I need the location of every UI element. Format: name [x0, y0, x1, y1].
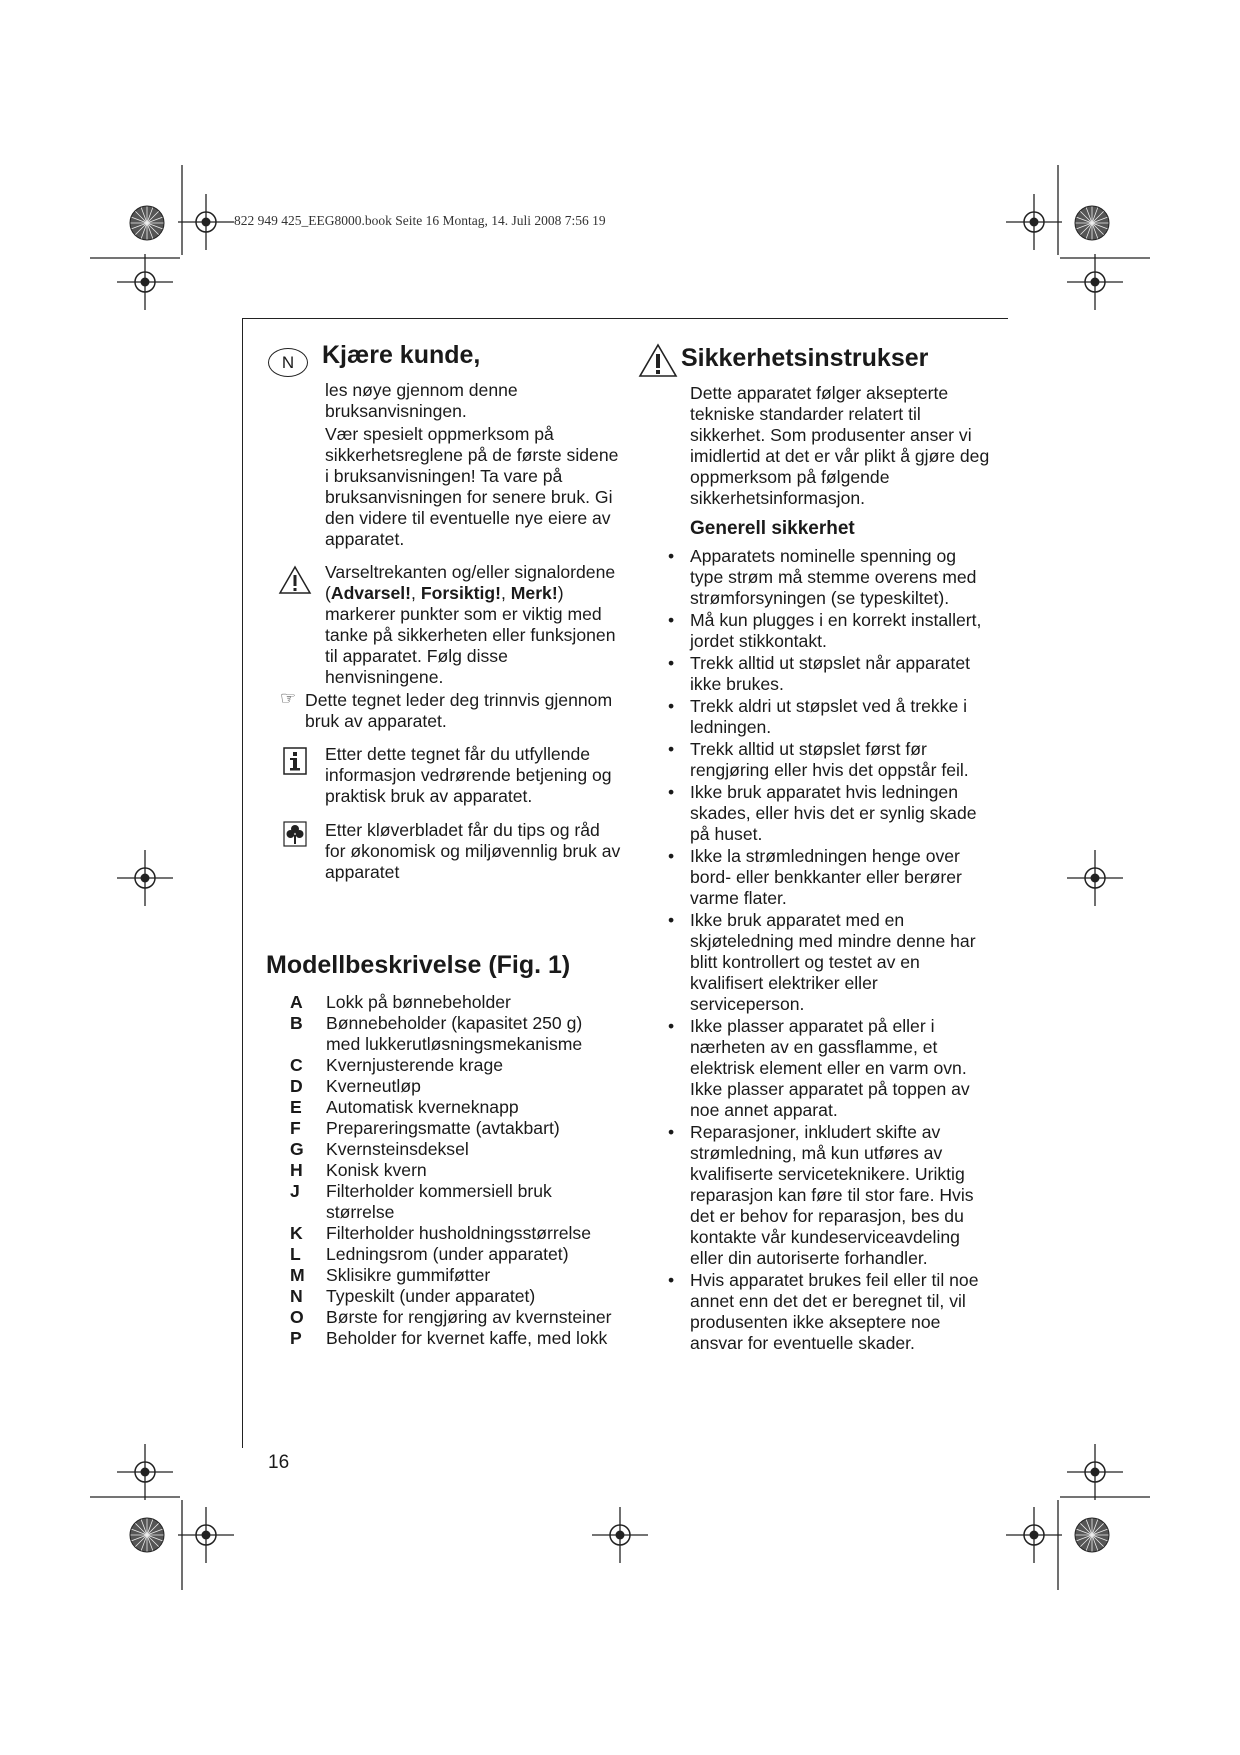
safety-section-title: Sikkerhetsinstrukser: [681, 344, 929, 372]
model-part-text: Automatisk kverneknapp: [326, 1097, 519, 1117]
model-part-item: [290, 1139, 615, 1160]
model-part-letter: F: [290, 1118, 301, 1138]
model-part-item: [290, 1013, 615, 1055]
model-part-item: [290, 1055, 615, 1076]
model-part-item: [290, 1265, 615, 1286]
intro-paragraph: Vær spesielt oppmerksom på sikkerhetsreglene på de første sidene i bruksanvisningen! Ta vare på bruksanvisningen for senere bruk. Gi den videre til eventuelle nye eiere av apparatet.: [325, 424, 619, 549]
model-part-item: [290, 1244, 615, 1265]
model-part-item: [290, 1328, 615, 1349]
info-note: Etter dette tegnet får du utfyllende informasjon vedrørende betjening og praktisk bruk av apparatet.: [325, 744, 612, 806]
info-icon: [283, 747, 307, 775]
pointing-hand-icon: ☞: [280, 688, 297, 709]
model-part-item: [290, 1160, 615, 1181]
general-safety-subtitle: Generell sikkerhet: [690, 518, 855, 539]
print-header-info: 822 949 425_EEG8000.book Seite 16 Montag, 14. Juli 2008 7:56 19: [234, 213, 606, 228]
model-section-title: Modellbeskrivelse (Fig. 1): [266, 951, 571, 979]
model-part-letter: E: [290, 1097, 302, 1117]
model-part-text: Lokk på bønnebeholder: [326, 992, 511, 1012]
intro-paragraph: les nøye gjennom denne bruksanvisningen.: [325, 380, 518, 421]
safety-intro: Dette apparatet følger aksepterte tekniske standarder relatert til sikkerhet. Som produsenter anser vi imidlertid at det er vår plikt å gjøre deg oppmerksom på følgende sikkerhetsinformasjon.: [690, 383, 990, 508]
model-part-item: [290, 1076, 615, 1097]
frame-top-rule: [242, 318, 1008, 319]
model-part-letter: O: [290, 1307, 304, 1327]
model-part-item: [290, 1307, 615, 1328]
model-part-letter: M: [290, 1265, 305, 1285]
signal-word-merk: Merk!: [510, 583, 558, 603]
model-part-letter: K: [290, 1223, 303, 1243]
signal-word-advarsel: Advarsel!: [330, 583, 412, 603]
model-part-text: Bønnebeholder (kapasitet 250 g) med lukkerutløsningsmekanisme: [326, 1013, 583, 1054]
model-part-text: Kvernsteinsdeksel: [326, 1139, 469, 1159]
model-part-text: Filterholder kommersiell bruk størrelse: [326, 1181, 552, 1222]
safety-bullet-list: [668, 546, 990, 1355]
model-part-letter: H: [290, 1160, 303, 1180]
safety-bullet: • Apparatets nominelle spenning og type strøm må stemme overens med strømforsyningen (se typeskiltet).: [668, 546, 990, 609]
safety-bullet: • Trekk alltid ut støpslet først før rengjøring eller hvis det oppstår feil.: [668, 739, 990, 781]
model-part-letter: B: [290, 1013, 303, 1033]
safety-bullet: • Ikke bruk apparatet hvis ledningen skades, eller hvis det er synlig skade på huset.: [668, 782, 990, 845]
model-part-letter: A: [290, 992, 303, 1012]
safety-bullet: • Ikke bruk apparatet med en skjøteledning med mindre denne har blitt kontrollert og testet av en kvalifisert elektriker eller serviceperson.: [668, 910, 990, 1015]
safety-bullet: • Trekk aldri ut støpslet ved å trekke i ledningen.: [668, 696, 990, 738]
safety-bullet: • Må kun plugges i en korrekt installert, jordet stikkontakt.: [668, 610, 990, 652]
model-part-item: [290, 1286, 615, 1307]
clover-leaf-icon: [283, 821, 307, 847]
model-part-letter: N: [290, 1286, 303, 1306]
model-part-text: Sklisikre gummiføtter: [326, 1265, 491, 1285]
warning-note: Varseltrekanten og/eller signalordene (Advarsel!, Forsiktig!, Merk!) markerer punkter som er viktig med tanke på sikkerheten eller funksjonen til apparatet. Følg disse henvisningene.: [325, 562, 616, 687]
model-part-item: [290, 1118, 615, 1139]
model-part-text: Typeskilt (under apparatet): [326, 1286, 536, 1306]
model-part-letter: C: [290, 1055, 303, 1075]
intro-text: [325, 380, 625, 552]
clover-note: Etter kløverbladet får du tips og råd for økonomisk og miljøvennlig bruk av apparatet: [325, 820, 621, 882]
model-part-item: [290, 1223, 615, 1244]
model-part-text: Børste for rengjøring av kvernsteiner: [326, 1307, 612, 1327]
model-part-item: [290, 1097, 615, 1118]
safety-bullet: • Reparasjoner, inkludert skifte av strømledning, må kun utføres av kvalifiserte serviceteknikere. Uriktig reparasjon kan føre til stor fare. Hvis det er behov for reparasjon, bes du kontakte vår kundeserviceavdeling eller din autoriserte forhandler.: [668, 1122, 990, 1269]
warning-triangle-icon: [638, 343, 678, 378]
signal-word-forsiktig: Forsiktig!: [420, 583, 501, 603]
model-part-letter: D: [290, 1076, 303, 1096]
safety-bullet: • Hvis apparatet brukes feil eller til noe annet enn det det er beregnet til, vil produsenten ikke akseptere noe ansvar for eventuelle skader.: [668, 1270, 990, 1354]
model-part-text: Filterholder husholdningsstørrelse: [326, 1223, 592, 1243]
model-part-item: [290, 992, 615, 1013]
page-number: 16: [268, 1452, 290, 1473]
warning-triangle-icon: [278, 565, 312, 595]
model-part-letter: G: [290, 1139, 304, 1159]
hand-note: Dette tegnet leder deg trinnvis gjennom bruk av apparatet.: [305, 690, 613, 731]
model-parts-list: [290, 992, 615, 1349]
language-badge: N: [268, 348, 308, 377]
safety-bullet: • Ikke plasser apparatet på eller i nærheten av en gassflamme, et elektrisk element eller en varm ovn. Ikke plasser apparatet på toppen av noe annet apparat.: [668, 1016, 990, 1121]
model-part-letter: P: [290, 1328, 302, 1348]
model-part-letter: J: [290, 1181, 300, 1201]
model-part-text: Kvernjusterende krage: [326, 1055, 504, 1075]
safety-bullet: • Ikke la strømledningen henge over bord- eller benkkanter eller berører varme flater.: [668, 846, 990, 909]
frame-left-rule: [242, 318, 243, 1448]
model-part-text: Kverneutløp: [326, 1076, 421, 1096]
model-part-letter: L: [290, 1244, 301, 1264]
model-part-text: Konisk kvern: [326, 1160, 427, 1180]
model-part-item: [290, 1181, 615, 1223]
intro-title: Kjære kunde,: [322, 341, 481, 369]
model-part-text: Beholder for kvernet kaffe, med lokk: [326, 1328, 608, 1348]
model-part-text: Prepareringsmatte (avtakbart): [326, 1118, 560, 1138]
model-part-text: Ledningsrom (under apparatet): [326, 1244, 569, 1264]
safety-bullet: • Trekk alltid ut støpslet når apparatet ikke brukes.: [668, 653, 990, 695]
